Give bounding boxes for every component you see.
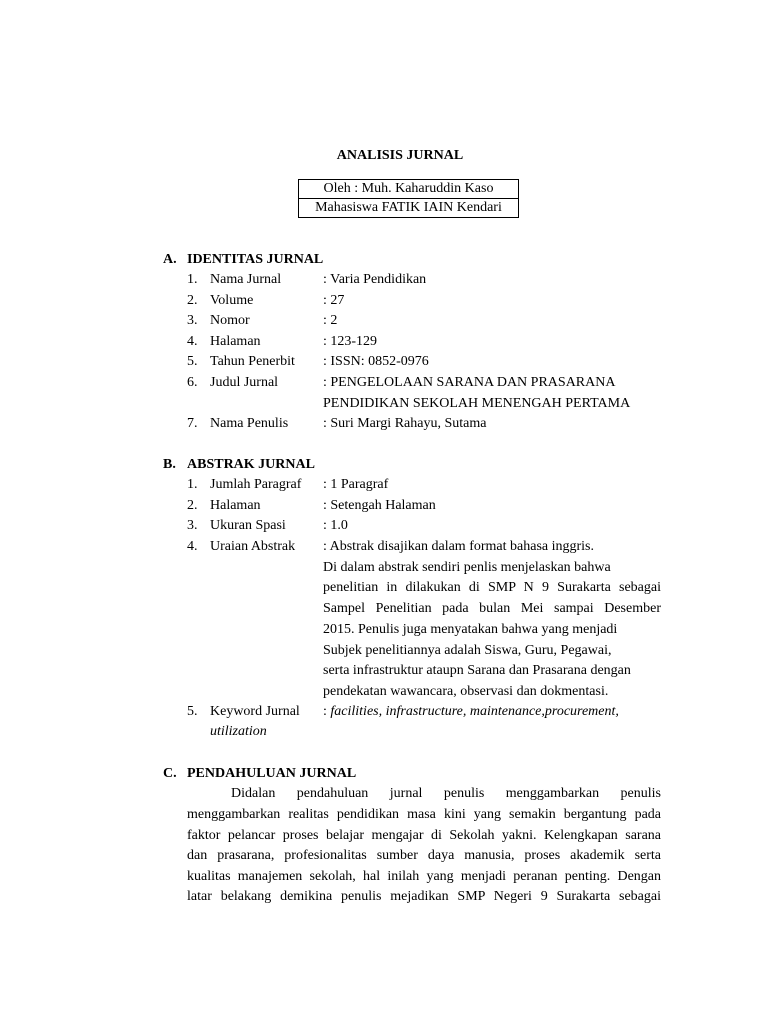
item-label: Nama Penulis xyxy=(210,416,289,431)
section-title: ABSTRAK JURNAL xyxy=(187,457,315,472)
item-value xyxy=(323,702,619,723)
item-number: 5. xyxy=(187,354,198,369)
paragraph-line: dan prasarana, profesionalitas sumber daya manusia, proses akademik serta xyxy=(187,848,661,863)
item-number: 7. xyxy=(187,416,198,431)
item-label: Nomor xyxy=(210,313,250,328)
keyword-colon: : xyxy=(323,704,331,719)
section-letter: B. xyxy=(163,457,176,472)
author-affiliation: Mahasiswa FATIK IAIN Kendari xyxy=(299,199,519,218)
item-number: 2. xyxy=(187,293,198,308)
item-number: 1. xyxy=(187,272,198,287)
section-a-heading xyxy=(163,250,323,271)
item-value: : 1.0 xyxy=(323,518,348,533)
abstract-line: 2015. Penulis juga menyatakan bahwa yang menjadi xyxy=(323,622,618,637)
abstract-line: penelitian in dilakukan di SMP N 9 Surakarta sebagai xyxy=(323,580,661,595)
item-number: 2. xyxy=(187,498,198,513)
item-value: : Setengah Halaman xyxy=(323,498,436,513)
page-title: ANALISIS JURNAL xyxy=(336,148,464,163)
item-label: Keyword Jurnal xyxy=(210,704,300,719)
item-number: 3. xyxy=(187,518,198,533)
item-value: : PENGELOLAAN SARANA DAN PRASARANA xyxy=(323,375,616,390)
paragraph-line: latar belakang demikina penulis mejadikan SMP Negeri 9 Surakarta sebagai xyxy=(187,889,661,904)
abstract-line: pendekatan wawancara, observasi dan dokmentasi. xyxy=(323,684,609,699)
item-label: Halaman xyxy=(210,498,261,513)
item-label: Jumlah Paragraf xyxy=(210,477,302,492)
item-number: 4. xyxy=(187,334,198,349)
abstract-line: Subjek penelitiannya adalah Siswa, Guru, Pegawai, xyxy=(323,643,612,658)
item-label: Nama Jurnal xyxy=(210,272,282,287)
item-value: : 2 xyxy=(323,313,338,328)
item-value: : 123-129 xyxy=(323,334,378,349)
paragraph-line: faktor pelancar proses belajar mengajar di Sekolah yakni. Kelengkapan sarana xyxy=(187,828,661,843)
section-title: IDENTITAS JURNAL xyxy=(187,252,324,267)
item-number: 3. xyxy=(187,313,198,328)
item-label: Uraian Abstrak xyxy=(210,539,296,554)
item-number: 4. xyxy=(187,539,198,554)
paragraph-line: menggambarkan realitas pendidikan masa kini yang semakin bergantung pada xyxy=(187,807,661,822)
item-value: : Abstrak disajikan dalam format bahasa inggris. xyxy=(323,539,594,554)
section-c-heading xyxy=(163,764,356,785)
item-number: 1. xyxy=(187,477,198,492)
item-label: Tahun Penerbit xyxy=(210,354,295,369)
item-number: 5. xyxy=(187,704,198,719)
abstract-line: Di dalam abstrak sendiri penlis menjelaskan bahwa xyxy=(323,560,611,575)
section-b-heading xyxy=(163,455,315,476)
item-value-continuation: PENDIDIKAN SEKOLAH MENENGAH PERTAMA xyxy=(323,396,631,411)
item-label: Volume xyxy=(210,293,254,308)
paragraph-line: kualitas manajemen sekolah, hal inilah yang menjadi peranan penting. Dengan xyxy=(187,869,661,884)
author-name: Oleh : Muh. Kaharuddin Kaso xyxy=(299,180,519,199)
section-letter: A. xyxy=(163,252,177,267)
section-letter: C. xyxy=(163,766,177,781)
abstract-line: Sampel Penelitian pada bulan Mei sampai Desember xyxy=(323,601,661,616)
item-label: Halaman xyxy=(210,334,261,349)
item-label: Judul Jurnal xyxy=(210,375,279,390)
abstract-line: serta infrastruktur ataupn Sarana dan Prasarana dengan xyxy=(323,663,631,678)
paragraph-line: Didalan pendahuluan jurnal penulis menggambarkan penulis xyxy=(231,786,661,801)
author-box xyxy=(298,179,519,218)
item-value: : 1 Paragraf xyxy=(323,477,389,492)
item-label: Ukuran Spasi xyxy=(210,518,286,533)
item-number: 6. xyxy=(187,375,198,390)
item-value: : Varia Pendidikan xyxy=(323,272,427,287)
item-value: : Suri Margi Rahayu, Sutama xyxy=(323,416,487,431)
keyword-list: facilities, infrastructure, maintenance,procurement, xyxy=(330,704,619,719)
keyword-continuation: utilization xyxy=(210,724,267,739)
section-title: PENDAHULUAN JURNAL xyxy=(187,766,357,781)
item-value: : ISSN: 0852-0976 xyxy=(323,354,429,369)
item-value: : 27 xyxy=(323,293,345,308)
